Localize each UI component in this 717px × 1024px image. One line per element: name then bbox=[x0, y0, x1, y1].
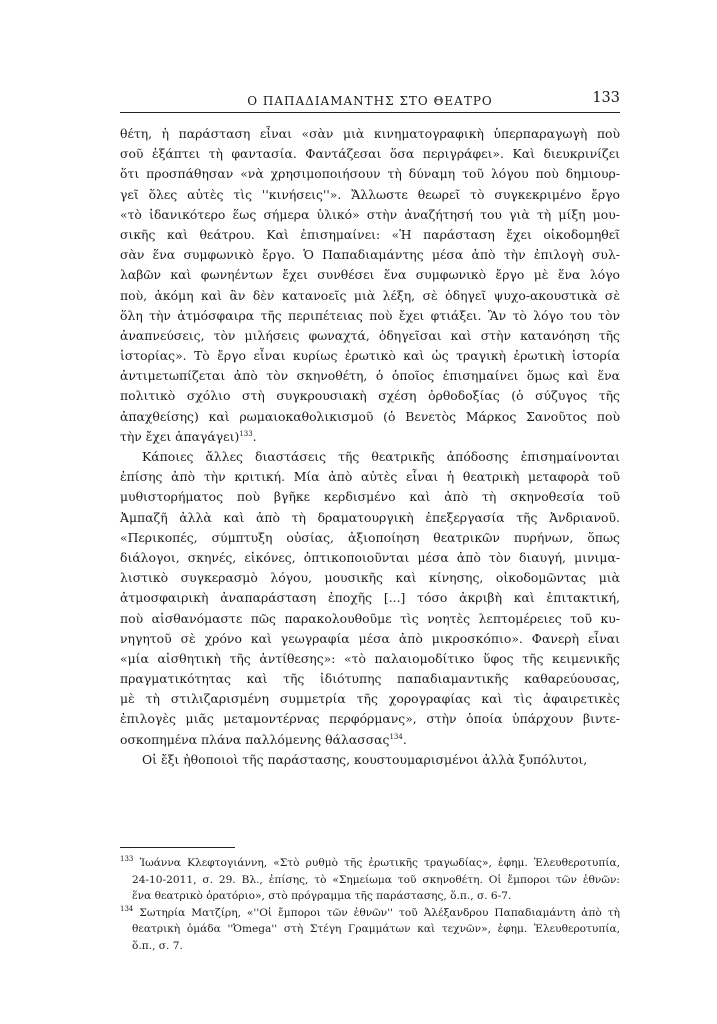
body-line: λαβῶν καὶ φωνηέντων ἔχει συνθέσει ἕνα συμφωνικὸ ἔργο μὲ ἕνα λόγο bbox=[120, 267, 620, 283]
paragraph-first-line: Κάποιες ἄλλες διαστάσεις τῆς θεατρικῆς ἀπόδοσης ἐπισημαίνονται bbox=[142, 449, 620, 464]
running-title: Ο ΠΑΠΑΔΙΑΜΑΝΤΗΣ ΣΤΟ ΘΕΑΤΡΟ bbox=[247, 94, 493, 108]
body-line: «τὸ ἰδανικότερο ἕως σήμερα ὑλικό» στὴν ἀναζήτησή του γιὰ τὴ μίξη μου- bbox=[120, 206, 620, 222]
body-line: ἀπαχθείσης) καὶ ρωμαιοκαθολικισμοῦ (ὁ Βενετὸς Μάρκος Σανοῦτος ποὺ bbox=[120, 408, 620, 424]
body-line: λιστικὸ συγκερασμὸ λόγου, μουσικῆς καὶ κίνησης, οἰκοδομῶντας μιὰ bbox=[120, 570, 620, 586]
body-line: ἀναπνεύσεις, τὸν μιλήσεις φωναχτά, ὁδηγεῖσαι καὶ στὴν κατανόηση τῆς bbox=[120, 327, 620, 343]
body-line: ἐπίσης ἀπὸ τὴν κριτική. Μία ἀπὸ αὐτὲς εἶναι ἡ θεατρικὴ μεταφορὰ τοῦ bbox=[120, 469, 620, 485]
body-line: ἱστορίας». Τὸ ἔργο εἶναι κυρίως ἐρωτικὸ καὶ ὡς τραγικὴ ἐρωτικὴ ἱστορία bbox=[120, 348, 620, 364]
footnote-text: Ἰωάννα Κλεφτογιάννη, «Στὸ ρυθμὸ τῆς ἐρωτικῆς τραγωδίας», ἐφημ. Ἐλευθεροτυπία, bbox=[139, 857, 620, 869]
body-line: «Περικοπές, σύμπτυξη οὐσίας, ἀξιοποίηση θεατρικῶν πυρήνων, ὅπως bbox=[120, 529, 620, 545]
body-line: «μία αἰσθητικὴ τῆς ἀντίθεσης»: «τὸ παλαιομοδίτικο ὕφος τῆς κειμενικῆς bbox=[120, 650, 620, 666]
footnote-133 bbox=[120, 855, 620, 872]
body-line: ἐπιλογὲς μιᾶς μεταμοντέρνας περφόρμανς», στὴν ὁποία ὑπάρχουν βιντε- bbox=[120, 711, 620, 727]
body-line: Ἀμπαζῆ ἀλλὰ καὶ ἀπὸ τὴ δραματουργικὴ ἐπεξεργασία τῆς Ἀνδριανοῦ. bbox=[120, 509, 620, 525]
header-rule bbox=[120, 112, 620, 113]
body-line: μυθιστορήματος ποὺ βγῆκε κερδισμένο καὶ ἀπὸ τὴ σκηνοθεσία τοῦ bbox=[120, 489, 620, 505]
footnote-line: 24-10-2011, σ. 29. Βλ., ἐπίσης, τὸ «Σημείωμα τοῦ σκηνοθέτη. Οἱ ἔμποροι τῶν ἐθνῶν: bbox=[132, 873, 620, 886]
body-line: ὅτι προσπάθησαν «νὰ χρησιμοποιήσουν τὴ δύναμη τοῦ λόγου ποὺ δημιουρ- bbox=[120, 166, 620, 182]
footnote-ref-133[interactable]: 133 bbox=[239, 429, 253, 438]
footnote-line: ὅ.π., σ. 7. bbox=[132, 939, 183, 952]
paragraph-end-line: τὴν ἔχει ἁπαγάγει)$^{133}$. bbox=[120, 428, 257, 444]
body-line: σοῦ ἐξάπτει τὴ φαντασία. Φαντάζεσαι ὅσα περιγράφει». Καὶ διευκρινίζει bbox=[120, 146, 620, 162]
footnote-line: ἕνα θεατρικὸ ὀρατόριο», στὸ πρόγραμμα τῆς παράστασης, ὅ.π., σ. 6-7. bbox=[132, 890, 512, 903]
body-line: ὅλη τὴν ἀτμόσφαιρα τῆς περιπέτειας ποὺ ἔχει φτιάξει. Ἂν τὸ λόγο του τὸν bbox=[120, 307, 620, 323]
body-line: μὲ τὴ στιλιζαρισμένη συμμετρία τῆς χορογραφίας καὶ τὶς ἀφαιρετικὲς bbox=[120, 691, 620, 707]
body-line: νηγητοῦ σὲ χρόνο καὶ γεωγραφία μέσα ἀπὸ μικροσκόπιο». Φανερὴ εἶναι bbox=[120, 630, 620, 646]
footnote-134 bbox=[120, 905, 620, 922]
footnote-ref-134[interactable]: 134 bbox=[389, 732, 403, 741]
body-line: θέτη, ἡ παράσταση εἶναι «σὰν μιὰ κινηματογραφικὴ ὑπερπαραγωγὴ ποὺ bbox=[120, 126, 620, 141]
body-line: ποὺ, ἀκόμη καὶ ἂν δὲν κατανοεῖς μιὰ λέξη, σὲ ὁδηγεῖ ψυχο-ακουστικὰ σὲ bbox=[120, 287, 620, 303]
footnote-number: 133 bbox=[120, 855, 134, 863]
body-line-text: τὴν ἔχει ἁπαγάγει) bbox=[120, 428, 240, 444]
body-line-text: οσκοπημένα πλάνα παλλόμενης θάλασσας bbox=[120, 731, 390, 747]
body-line: ἀντιμετωπίζεται ἀπὸ τὸν σκηνοθέτη, ὁ ὁποῖος ἐπισημαίνει ὅμως καὶ ἕνα bbox=[120, 368, 620, 384]
footnote-text: Σωτηρία Ματζίρη, «''Οἱ ἔμποροι τῶν ἐθνῶν'' τοῦ Ἀλέξανδρου Παπαδιαμάντη ἀπὸ τὴ bbox=[139, 906, 620, 919]
body-line: σὰν ἕνα συμφωνικὸ ἔργο. Ὁ Παπαδιαμάντης μέσα ἀπὸ τὴν ἐπιλογὴ συλ- bbox=[120, 247, 620, 263]
body-line: πραγματικότητας καὶ τῆς ἰδιότυπης παπαδιαμαντικῆς καθαρεύουσας, bbox=[120, 671, 620, 687]
paragraph-end-line: οσκοπημένα πλάνα παλλόμενης θάλασσας$^{134}$. bbox=[120, 731, 407, 747]
footnotes bbox=[120, 855, 620, 955]
body-text bbox=[120, 124, 620, 770]
body-line: γεῖ ὅλες αὐτὲς τὶς ''κινήσεις''». Ἄλλωστε θεωρεῖ τὸ συγκεκριμένο ἔργο bbox=[120, 186, 620, 202]
running-head bbox=[120, 90, 620, 112]
body-line: σικῆς καὶ θεάτρου. Καὶ ἐπισημαίνει: «Ἡ παράσταση ἔχει οἰκοδομηθεῖ bbox=[120, 226, 620, 242]
body-line: ἀτμοσφαιρικὴ ἀναπαράσταση ἐποχῆς [...] τόσο ἀκριβὴ καὶ ἐπιτακτική, bbox=[120, 590, 620, 606]
body-line: διάλογοι, σκηνές, εἰκόνες, ὀπτικοποιοῦνται μέσα ἀπὸ τὸν διαυγή, μινιμα- bbox=[120, 549, 620, 565]
paragraph-first-line: Οἱ ἔξι ἠθοποιοὶ τῆς παράστασης, κουστουμαρισμένοι ἀλλὰ ξυπόλυτοι, bbox=[142, 751, 588, 767]
footnote-number: 134 bbox=[120, 904, 134, 913]
body-line: πολιτικὸ σχόλιο στὴ συγκρουσιακὴ σχέση ὀρθοδοξίας (ὁ σύζυγος τῆς bbox=[120, 388, 620, 404]
footnote-line: θεατρικὴ ὁμάδα ''Ὀmega'' στὴ Στέγη Γραμμάτων καὶ τεχνῶν», ἐφημ. Ἐλευθεροτυπία, bbox=[132, 923, 620, 936]
body-line: ποὺ αἰσθανόμαστε πῶς παρακολουθοῦμε τὶς νοητὲς λεπτομέρειες τοῦ κυ- bbox=[120, 610, 620, 626]
footnote-separator bbox=[120, 847, 235, 848]
page-number: 133 bbox=[592, 90, 620, 106]
